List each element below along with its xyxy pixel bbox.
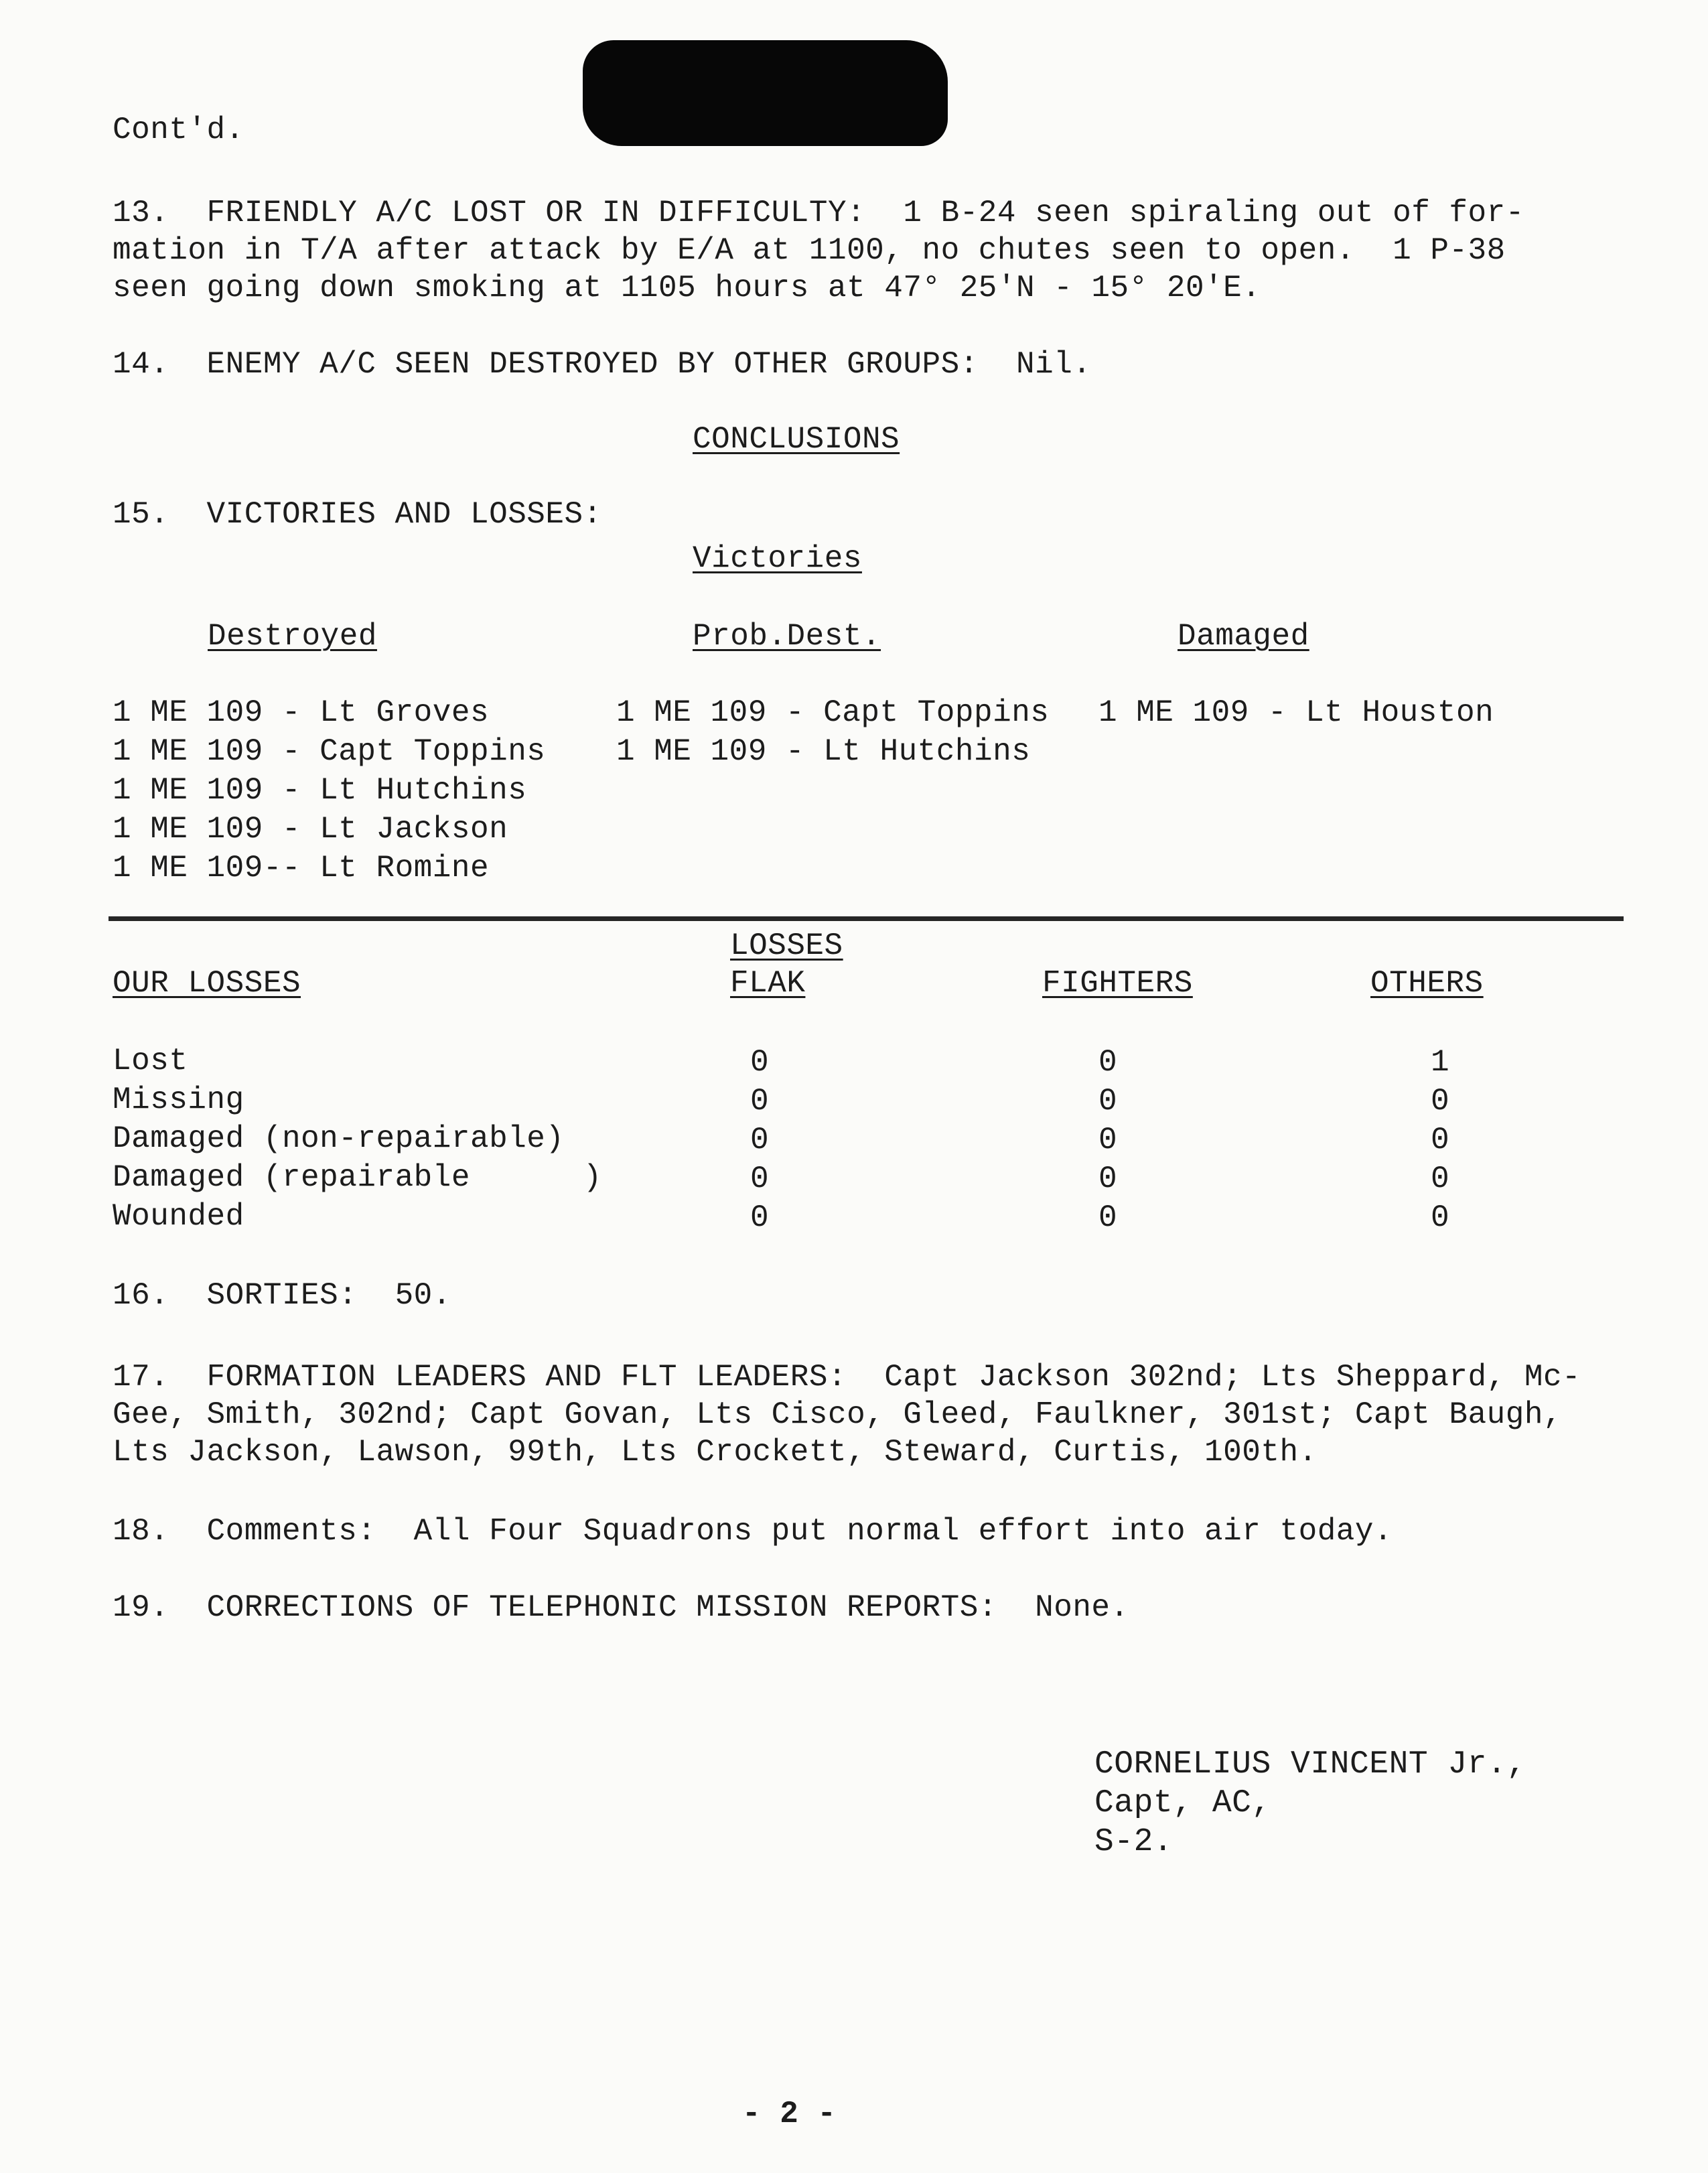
flak-value: 0: [750, 1084, 770, 1119]
destroyed-entry: 1 ME 109 - Lt Groves: [113, 695, 490, 730]
probable-entry: 1 ME 109 - Capt Toppins: [616, 695, 1050, 730]
flak-header: FLAK: [730, 966, 806, 1001]
others-value: 0: [1430, 1200, 1450, 1235]
fighters-header: FIGHTERS: [1042, 966, 1193, 1001]
item-15-label: 15. VICTORIES AND LOSSES:: [113, 497, 602, 532]
redaction-block: [583, 40, 948, 146]
fighters-value: 0: [1098, 1123, 1118, 1158]
item-14-enemy-aircraft: 14. ENEMY A/C SEEN DESTROYED BY OTHER GROUPS: Nil.: [113, 347, 1092, 382]
item-17-line: 17. FORMATION LEADERS AND FLT LEADERS: Capt Jackson 302nd; Lts Sheppard, Mc-: [113, 1360, 1581, 1395]
damaged-entry: 1 ME 109 - Lt Houston: [1098, 695, 1494, 730]
destroyed-entry: 1 ME 109-- Lt Romine: [113, 851, 490, 886]
fighters-value: 0: [1098, 1045, 1118, 1080]
signature-office: S-2.: [1094, 1824, 1173, 1860]
flak-value: 0: [750, 1123, 770, 1158]
our-losses-label: OUR LOSSES: [113, 966, 301, 1001]
fighters-value: 0: [1098, 1200, 1118, 1235]
probable-entry: 1 ME 109 - Lt Hutchins: [616, 734, 1031, 769]
item-13-line: 13. FRIENDLY A/C LOST OR IN DIFFICULTY: 1 B-24 seen spiraling out of for-: [113, 196, 1524, 230]
continued-label: Cont'd.: [113, 113, 244, 147]
item-19-corrections: 19. CORRECTIONS OF TELEPHONIC MISSION REPORTS: None.: [113, 1590, 1129, 1625]
others-header: OTHERS: [1370, 966, 1484, 1001]
flak-value: 0: [750, 1162, 770, 1196]
item-13-line: mation in T/A after attack by E/A at 1100, no chutes seen to open. 1 P-38: [113, 233, 1506, 268]
others-value: 0: [1430, 1084, 1450, 1119]
signature-rank: Capt, AC,: [1094, 1785, 1271, 1821]
row-label: Missing: [113, 1082, 244, 1117]
destroyed-entry: 1 ME 109 - Lt Jackson: [113, 812, 508, 847]
row-label: Damaged (non-repairable): [113, 1121, 565, 1156]
row-label: Damaged (repairable ): [113, 1160, 602, 1195]
page-number: - 2 -: [742, 2097, 837, 2131]
section-divider: [109, 916, 1624, 921]
flak-value: 0: [750, 1045, 770, 1080]
fighters-value: 0: [1098, 1084, 1118, 1119]
probable-heading: Prob.Dest.: [693, 619, 881, 654]
others-value: 1: [1430, 1045, 1450, 1080]
damaged-heading: Damaged: [1178, 619, 1309, 654]
conclusions-heading: CONCLUSIONS: [693, 422, 900, 457]
victories-heading: Victories: [693, 541, 862, 576]
row-label: Wounded: [113, 1199, 244, 1234]
item-13-line: seen going down smoking at 1105 hours at 47° 25'N - 15° 20'E.: [113, 271, 1261, 305]
others-value: 0: [1430, 1123, 1450, 1158]
destroyed-entry: 1 ME 109 - Capt Toppins: [113, 734, 546, 769]
item-17-line: Gee, Smith, 302nd; Capt Govan, Lts Cisco, Gleed, Faulkner, 301st; Capt Baugh,: [113, 1397, 1563, 1432]
signature-name: CORNELIUS VINCENT Jr.,: [1094, 1746, 1526, 1782]
destroyed-entry: 1 ME 109 - Lt Hutchins: [113, 773, 527, 808]
losses-heading: LOSSES: [730, 928, 843, 963]
fighters-value: 0: [1098, 1162, 1118, 1196]
flak-value: 0: [750, 1200, 770, 1235]
others-value: 0: [1430, 1162, 1450, 1196]
row-label: Lost: [113, 1044, 188, 1078]
item-18-comments: 18. Comments: All Four Squadrons put normal effort into air today.: [113, 1514, 1393, 1549]
item-16-sorties: 16. SORTIES: 50.: [113, 1278, 451, 1313]
destroyed-heading: Destroyed: [208, 619, 377, 654]
item-17-line: Lts Jackson, Lawson, 99th, Lts Crockett, Steward, Curtis, 100th.: [113, 1435, 1318, 1470]
